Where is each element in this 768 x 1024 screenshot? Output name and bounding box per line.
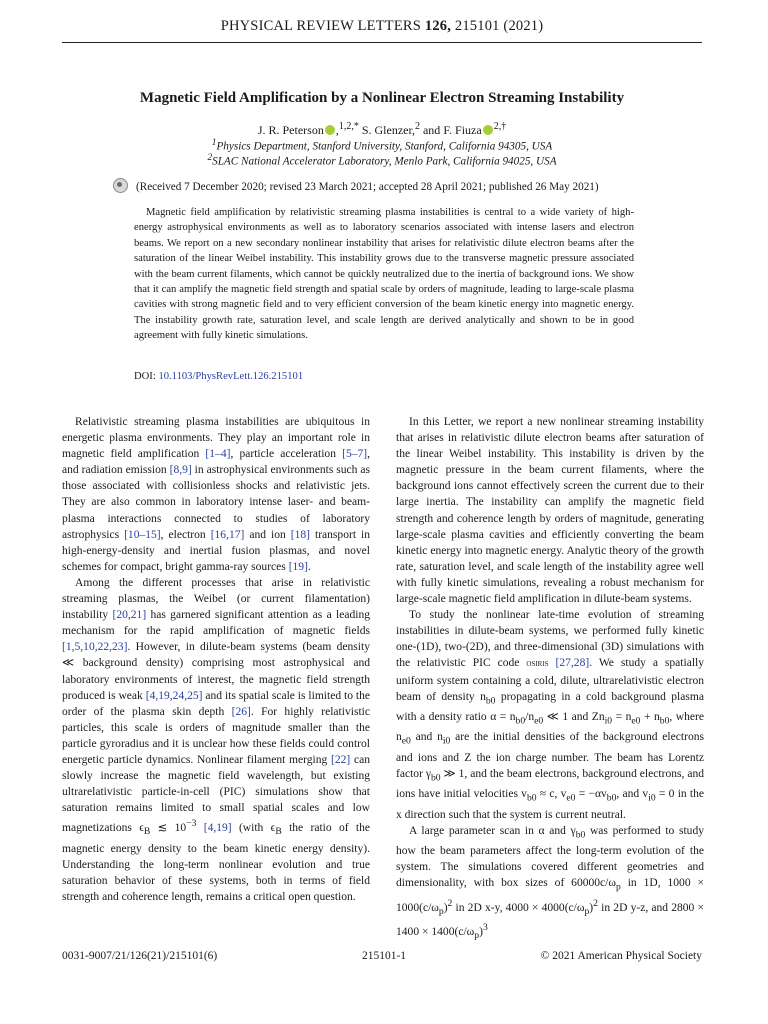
article-number: 215101 (2021) xyxy=(454,18,544,34)
body-column-right xyxy=(396,414,704,944)
abstract: Magnetic field amplification by relativistic streaming plasma instabilities is central to a wide variety of high-energy astrophysical environments as well as to laboratory scenarios associated with intense lasers and electron beams. We report on a new secondary nonlinear instability that arises for relativistic dilute electron beams after the saturation of the linear Weibel instability. This instability grows due to the transverse magnetic pressure associated with the beam current filaments, which cannot be quickly neutralized due to the inertia of background ions. We show that it can amplify the magnetic field strength and spatial scale by orders of magnitude, leading to large-scale plasma cavities with strong magnetic field and to very efficient conversion of the beam kinetic energy into magnetic energy. The instability growth rate, saturation level, and scale length are derived analytically and shown to be in good agreement with fully kinetic simulations. xyxy=(134,207,634,342)
orcid-icon[interactable] xyxy=(483,125,493,135)
citation-link[interactable]: [18] xyxy=(290,528,310,541)
affiliation-number: 2 xyxy=(207,153,213,163)
journal-header xyxy=(62,18,702,35)
affiliation-2 xyxy=(62,153,702,168)
citation-link[interactable]: [4,19] xyxy=(203,822,232,835)
paragraph: Relativistic streaming plasma instabilities are ubiquitous in energetic plasma environments. They play an important role in magnetic field amplification [1–4], particle acceleration [5–7], and radiation emission [8,9] in astrophysical environments such as those associated with collisionless shocks and relativistic jets. They are also common in laboratory intense laser- and beam-plasma interactions connected to studies of laboratory astrophysics [10–15], electron [16,17] and ion [18] transport in high-energy-density and inertial fusion plasmas, and novel schemes for compact, bright gamma-ray sources [19]. xyxy=(62,416,370,573)
citation-link[interactable]: [5–7] xyxy=(342,448,368,461)
citation-link[interactable]: [22] xyxy=(331,753,351,766)
citation-link[interactable]: [27,28] xyxy=(555,657,590,670)
citation-link[interactable]: [20,21] xyxy=(112,609,147,622)
journal-volume: 126, xyxy=(424,18,452,34)
affiliation-number: 1 xyxy=(211,138,217,148)
author-affil-sup: 1,2,* xyxy=(338,121,359,132)
paragraph: A large parameter scan in α and $\gamma_{b0}$ was performed to study how the beam parameters affect the long-term evolution of the system. The simulations covered different geometries and dimensionality, with box sizes of $60000c/\omega_p$ in 1D, $1000 \times 1000(c/\omega_p)^2$ in 2D x-y, $4000 \times 4000(c/\omega_p)^2$ in 2D y-z, and $2800 \times 1400 \times 1400(c/\omega_p)^3$ xyxy=(396,824,705,942)
paragraph: To study the nonlinear late-time evolution of streaming instabilities in dilute-beam systems, we performed fully kinetic one-(1D), two-(2D), and three-dimensional (3D) simulations with the relativistic PIC code osiris [27,28]. We study a spatially uniform system containing a cold, dilute, ultrarelativistic electron beam of density $n_{b0}$ propagating in a cold background plasma with a density ratio $\alpha = n_{b0}/n_{e0}$ ≪ 1 and $Zn_{i0} = n_{e0} + n_{b0}$, where $n_{e0}$ and $n_{i0}$ are the initial densities of the background electrons and ions and Z the ion charge number. The beam has Lorentz factor $\gamma_{b0}$ ≫ 1, and the beam electrons, background electrons, and ions have initial velocities $v_{b0} \approx c$, $v_{e0} = -\alpha v_{b0}$, and $v_{i0} = 0$ in the x direction such that the system is current neutral. xyxy=(396,609,705,821)
footer-copyright: © 2021 American Physical Society xyxy=(540,950,702,962)
journal-name: PHYSICAL REVIEW LETTERS xyxy=(220,18,422,34)
body-column-left xyxy=(62,414,370,905)
citation-link[interactable]: [10–15] xyxy=(124,528,161,541)
orcid-icon[interactable] xyxy=(325,125,335,135)
history-text: (Received 7 December 2020; revised 23 March 2021; accepted 28 April 2021; published 26 May 2021) xyxy=(136,181,599,193)
footer-issn: 0031-9007/21/126(21)/215101(6) xyxy=(62,950,218,962)
author-list: J. R. Peterson ,$^{1,2,*}$ S. Glenzer,$^2$ and F. Fiuza $^{2,\dagger}$ xyxy=(257,121,507,137)
citation-link[interactable]: [1–4] xyxy=(205,448,231,461)
affiliation-text: Physics Department, Stanford University, Stanford, California 94305, USA xyxy=(216,140,553,153)
author-affil-sup: 2,† xyxy=(493,121,507,132)
paper-title: Magnetic Field Amplification by a Nonlinear Electron Streaming Instability xyxy=(139,90,625,106)
doi-link[interactable]: 10.1103/PhysRevLett.126.215101 xyxy=(158,371,304,382)
footer-page-number: 215101-1 xyxy=(361,950,407,962)
author-glenzer[interactable]: S. Glenzer, xyxy=(361,123,415,137)
author-fiuza[interactable]: F. Fiuza xyxy=(443,123,482,137)
code-name: osiris xyxy=(526,658,549,670)
citation-link[interactable]: [1,5,10,22,23] xyxy=(62,641,128,654)
crossmark-icon[interactable] xyxy=(113,178,128,193)
affiliation-text: SLAC National Accelerator Laboratory, Menlo Park, California 94025, USA xyxy=(212,155,557,168)
paragraph: In this Letter, we report a new nonlinear streaming instability that arises in relativistic dilute electron beams after saturation of the linear Weibel instability. This instability is driven by the magnetic pressure in the beam current filaments, where the background ions cannot effectively screen the current due to their large inertia. The instability can amplify the magnetic field strength and coherence length by orders of magnitude, generating large-scale plasma cavities and efficiently converting the beam kinetic energy into magnetic energy. Analytic theory of the growth rate, saturation level, and scale length of the instability agree well with fully kinetic simulations, revealing a robust mechanism for large-scale magnetic field amplification in dilute-beam systems. xyxy=(396,416,704,606)
doi-label: DOI: xyxy=(134,371,156,382)
received-history xyxy=(113,178,599,193)
citation-link[interactable]: [8,9] xyxy=(169,464,192,477)
citation-link[interactable]: [26] xyxy=(231,705,251,718)
author-peterson[interactable]: J. R. Peterson xyxy=(257,123,324,137)
paragraph: Among the different processes that arise in relativistic streaming plasmas, the Weibel (or current filamentation) instability [20,21] has garnered significant attention as a leading mechanism for the rapid amplification of magnetic fields [1,5,10,22,23]. However, in dilute-beam systems (beam density ≪ background density) comprising most astrophysical and laboratory environments of interest, the magnetic field strength produced is weak [4,19,24,25] and its spatial scale is limited to the order of the plasma skin depth [26]. For highly relativistic particles, this scale is orders of magnitude smaller than the particle gyroradius and it is unclear how these fields could control energetic particle dynamics. Nonlinear filament merging [22] can slowly increase the magnetic field wavelength, but existing ultrarelativistic particle-in-cell (PIC) simulations show that saturation remains limited to small spatial scales and low magnetizations $\epsilon_B$ ≲ $10^{-3}$ [4,19] (with $\epsilon_B$ the ratio of the magnetic energy density to the beam kinetic energy density). Understanding the long-term nonlinear evolution and true saturation behavior of these systems, both in terms of field strength and coherence length, remains a critical open question. xyxy=(62,576,371,903)
doi-line xyxy=(134,371,303,382)
citation-link[interactable]: [4,19,24,25] xyxy=(145,689,203,702)
affiliation-1 xyxy=(62,138,702,153)
header-rule xyxy=(62,42,702,43)
author-and: and xyxy=(422,123,441,137)
citation-link[interactable]: [19] xyxy=(288,560,308,573)
author-affil-sup: 2 xyxy=(414,121,420,132)
citation-link[interactable]: [16,17] xyxy=(210,528,245,541)
